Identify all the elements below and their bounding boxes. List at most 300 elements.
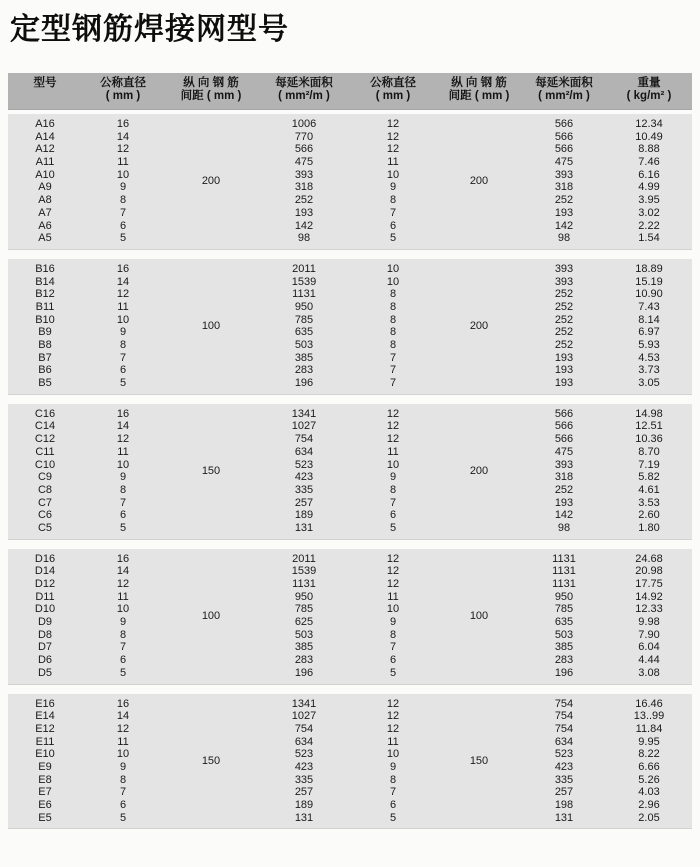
weight-cell: 2.60 [638, 509, 660, 522]
area-cell: 475 [554, 445, 574, 458]
diameter-cell: 5 [119, 666, 127, 679]
weight-cell: 7.46 [638, 156, 660, 169]
model-cell: D10 [34, 603, 56, 616]
diameter-cell: 12 [386, 552, 400, 565]
diameter-cell: 8 [389, 483, 397, 496]
column-header-3 [258, 77, 350, 103]
model-cell: A10 [35, 168, 55, 181]
weight-cell: 9.95 [638, 735, 660, 748]
weight-cell: 8.14 [638, 313, 660, 326]
model-cell: D7 [37, 641, 53, 654]
area-cell: 252 [554, 339, 574, 351]
diameter-cell: 12 [386, 143, 400, 156]
diameter-cell: 7 [119, 496, 127, 509]
area-cell: 754 [294, 722, 314, 735]
model-cell: D11 [35, 590, 55, 603]
diameter-cell: 6 [119, 509, 127, 522]
diameter-cell: 6 [389, 654, 397, 667]
model-cell: A6 [38, 219, 52, 232]
area-cell: 785 [294, 313, 314, 326]
diameter-cell: 11 [117, 156, 129, 169]
weight-cell: 9.98 [638, 616, 660, 629]
diameter-cell: 12 [116, 433, 130, 446]
area-cell: 770 [294, 130, 314, 143]
diameter-cell: 9 [119, 471, 127, 484]
weight-cell: 15.19 [635, 275, 663, 288]
spacing-cell-D-spacing2: 100 [469, 609, 489, 622]
diameter-cell: 10 [386, 262, 400, 275]
weight-cell: 12.51 [635, 420, 663, 433]
weight-cell: 3.08 [638, 666, 660, 679]
area-cell: 635 [554, 616, 574, 629]
model-cell: A7 [38, 206, 52, 219]
diameter-cell: 6 [119, 799, 127, 811]
column-header-line1: 纵 向 钢 筋 [451, 77, 507, 89]
model-cell: A14 [35, 130, 55, 143]
model-cell: C9 [37, 471, 53, 484]
diameter-cell: 16 [116, 262, 130, 275]
area-cell: 1131 [552, 578, 576, 590]
scanned-page [0, 4, 700, 829]
model-cell: B9 [38, 326, 52, 339]
table-groups [8, 114, 692, 829]
model-cell: E7 [38, 786, 52, 799]
area-cell: 257 [554, 786, 574, 799]
diameter-cell: 6 [119, 654, 127, 667]
model-cell: D16 [34, 552, 56, 565]
diameter-cell: 7 [389, 206, 397, 219]
model-cell: E11 [35, 735, 55, 748]
diameter-cell: 8 [389, 288, 397, 301]
diameter-cell: 16 [116, 552, 130, 565]
area-cell: 142 [554, 509, 574, 522]
model-cell: D12 [34, 578, 56, 590]
area-cell: 503 [554, 628, 574, 641]
model-cell: A16 [35, 118, 55, 130]
model-cell: C12 [34, 433, 56, 446]
area-cell: 198 [554, 799, 574, 811]
area-cell: 252 [294, 194, 314, 207]
diameter-cell: 5 [389, 811, 397, 824]
diameter-cell: 11 [117, 735, 129, 748]
area-cell: 1027 [291, 710, 317, 723]
weight-cell: 5.82 [638, 471, 660, 484]
area-cell: 252 [554, 194, 574, 207]
area-cell: 1131 [552, 565, 576, 578]
spacing-cell-B-spacing2: 200 [469, 319, 489, 332]
diameter-cell: 6 [389, 799, 397, 811]
diameter-cell: 8 [119, 773, 127, 786]
weight-cell: 8.22 [638, 748, 660, 761]
weight-cell: 17.75 [635, 578, 663, 590]
area-cell: 393 [554, 262, 574, 275]
model-cell: E9 [38, 760, 52, 773]
diameter-cell: 7 [389, 364, 397, 377]
weight-cell: 14.92 [635, 590, 663, 603]
model-cell: C11 [35, 445, 55, 458]
model-cell: C5 [37, 521, 53, 534]
diameter-cell: 9 [389, 181, 397, 194]
model-cell: C7 [37, 496, 53, 509]
diameter-cell: 12 [386, 433, 400, 446]
area-cell: 1131 [292, 578, 316, 590]
area-cell: 566 [554, 420, 574, 433]
diameter-cell: 5 [119, 811, 127, 824]
weight-cell: 4.03 [638, 786, 660, 799]
weight-cell: 3.73 [638, 364, 660, 377]
column-header-line1: 重量 [637, 77, 661, 89]
area-cell: 283 [554, 654, 574, 667]
diameter-cell: 8 [119, 483, 127, 496]
diameter-cell: 12 [386, 722, 400, 735]
diameter-cell: 12 [116, 143, 130, 156]
area-cell: 142 [554, 219, 574, 232]
area-cell: 196 [554, 666, 574, 679]
diameter-cell: 9 [119, 326, 127, 339]
weight-cell: 1.80 [638, 521, 660, 534]
model-cell: B14 [35, 275, 55, 288]
diameter-cell: 14 [116, 710, 130, 723]
area-cell: 318 [554, 471, 574, 484]
area-cell: 566 [554, 433, 574, 446]
model-cell: D6 [37, 654, 53, 667]
area-cell: 1131 [292, 288, 316, 301]
area-cell: 193 [554, 377, 574, 390]
area-cell: 625 [294, 616, 314, 629]
diameter-cell: 11 [387, 156, 399, 169]
diameter-cell: 5 [119, 232, 127, 245]
spacing-cell-C-spacing1: 150 [201, 464, 221, 477]
area-cell: 1341 [291, 697, 317, 710]
weight-cell: 7.19 [638, 458, 660, 471]
weight-cell: 4.99 [638, 181, 660, 194]
diameter-cell: 16 [116, 407, 130, 420]
diameter-cell: 8 [389, 339, 397, 351]
area-cell: 193 [554, 364, 574, 377]
area-cell: 785 [554, 603, 574, 616]
column-header-4 [350, 77, 436, 103]
model-cell: D9 [37, 616, 53, 629]
area-cell: 252 [554, 313, 574, 326]
weight-cell: 4.61 [638, 483, 660, 496]
area-cell: 393 [294, 168, 314, 181]
area-cell: 475 [294, 156, 314, 169]
weight-cell: 3.02 [638, 206, 660, 219]
area-cell: 2011 [292, 552, 316, 565]
diameter-cell: 12 [116, 578, 130, 590]
diameter-cell: 9 [389, 471, 397, 484]
model-cell: C8 [37, 483, 53, 496]
weight-cell: 4.53 [638, 351, 660, 364]
weight-cell: 1.54 [638, 232, 660, 245]
weight-cell: 13..99 [633, 710, 665, 723]
weight-cell: 24.68 [635, 552, 663, 565]
column-header-line2: 间距 ( mm ) [448, 90, 510, 102]
group-band-C [8, 404, 692, 540]
column-header-6 [522, 77, 606, 103]
weight-cell: 4.44 [638, 654, 660, 667]
area-cell: 423 [294, 760, 314, 773]
diameter-cell: 10 [116, 458, 130, 471]
column-header-line2: ( kg/m² ) [626, 90, 672, 102]
column-header-line1: 型号 [33, 77, 57, 89]
diameter-cell: 12 [116, 288, 130, 301]
table-header [8, 73, 692, 110]
diameter-cell: 9 [389, 760, 397, 773]
weight-cell: 5.93 [638, 339, 660, 351]
weight-cell: 16.46 [635, 697, 663, 710]
area-cell: 335 [554, 773, 574, 786]
diameter-cell: 9 [119, 616, 127, 629]
column-header-line1: 每延米面积 [535, 77, 593, 89]
model-cell: E8 [38, 773, 52, 786]
model-cell: A12 [35, 143, 55, 156]
column-header-5 [436, 77, 522, 103]
diameter-cell: 10 [386, 168, 400, 181]
area-cell: 193 [554, 496, 574, 509]
spec-table [8, 73, 692, 829]
weight-cell: 10.36 [635, 433, 663, 446]
diameter-cell: 12 [386, 420, 400, 433]
area-cell: 1006 [291, 118, 317, 130]
diameter-cell: 12 [386, 118, 400, 130]
model-cell: E12 [35, 722, 55, 735]
diameter-cell: 8 [389, 194, 397, 207]
area-cell: 318 [294, 181, 314, 194]
spacing-cell-D-spacing1: 100 [201, 609, 221, 622]
weight-cell: 8.70 [638, 445, 660, 458]
area-cell: 523 [294, 748, 314, 761]
area-cell: 98 [297, 232, 311, 245]
area-cell: 566 [554, 407, 574, 420]
diameter-cell: 11 [117, 445, 129, 458]
diameter-cell: 8 [389, 313, 397, 326]
area-cell: 335 [294, 483, 314, 496]
area-cell: 385 [294, 351, 314, 364]
area-cell: 423 [554, 760, 574, 773]
diameter-cell: 7 [389, 786, 397, 799]
diameter-cell: 8 [389, 300, 397, 313]
area-cell: 142 [294, 219, 314, 232]
weight-cell: 14.98 [635, 407, 663, 420]
weight-cell: 10.49 [635, 130, 663, 143]
area-cell: 566 [554, 130, 574, 143]
model-cell: E14 [35, 710, 55, 723]
column-header-0 [8, 77, 82, 103]
area-cell: 196 [294, 666, 314, 679]
column-header-line2: ( mm ) [375, 90, 411, 102]
diameter-cell: 16 [116, 697, 130, 710]
diameter-cell: 8 [389, 773, 397, 786]
model-cell: C6 [37, 509, 53, 522]
area-cell: 566 [554, 143, 574, 156]
area-cell: 252 [554, 300, 574, 313]
spacing-cell-E-spacing2: 150 [469, 754, 489, 767]
diameter-cell: 7 [389, 641, 397, 654]
area-cell: 2011 [292, 262, 316, 275]
model-cell: A9 [38, 181, 52, 194]
area-cell: 189 [294, 799, 314, 811]
column-header-line2: ( mm ) [105, 90, 141, 102]
area-cell: 318 [554, 181, 574, 194]
model-cell: B8 [38, 339, 52, 351]
diameter-cell: 12 [386, 578, 400, 590]
spacing-cell-C-spacing2: 200 [469, 464, 489, 477]
page-title: 定型钢筋焊接网型号 [10, 13, 289, 46]
area-cell: 503 [294, 628, 314, 641]
model-cell: D14 [34, 565, 56, 578]
column-header-2 [164, 77, 258, 103]
area-cell: 634 [294, 445, 314, 458]
column-header-line1: 每延米面积 [275, 77, 333, 89]
model-cell: C10 [34, 458, 56, 471]
model-cell: B16 [35, 262, 55, 275]
area-cell: 385 [294, 641, 314, 654]
diameter-cell: 5 [389, 232, 397, 245]
diameter-cell: 8 [389, 326, 397, 339]
spacing-cell-A-spacing2: 200 [469, 175, 489, 188]
area-cell: 131 [294, 811, 314, 824]
area-cell: 335 [294, 773, 314, 786]
diameter-cell: 14 [116, 420, 130, 433]
area-cell: 423 [294, 471, 314, 484]
model-cell: E10 [35, 748, 55, 761]
area-cell: 193 [554, 206, 574, 219]
area-cell: 393 [554, 168, 574, 181]
diameter-cell: 14 [116, 275, 130, 288]
diameter-cell: 8 [119, 339, 127, 351]
model-cell: B11 [35, 300, 55, 313]
column-header-line1: 公称直径 [370, 77, 416, 89]
model-cell: B10 [35, 313, 55, 326]
diameter-cell: 10 [386, 275, 400, 288]
area-cell: 475 [554, 156, 574, 169]
model-cell: B6 [38, 364, 52, 377]
diameter-cell: 5 [119, 521, 127, 534]
area-cell: 635 [294, 326, 314, 339]
weight-cell: 3.95 [638, 194, 660, 207]
spacing-cell-E-spacing1: 150 [201, 754, 221, 767]
weight-cell: 7.43 [638, 300, 660, 313]
model-cell: A8 [38, 194, 52, 207]
area-cell: 385 [554, 641, 574, 654]
column-header-1 [82, 77, 164, 103]
area-cell: 1131 [552, 552, 576, 565]
diameter-cell: 6 [119, 219, 127, 232]
area-cell: 131 [294, 521, 314, 534]
diameter-cell: 14 [116, 565, 130, 578]
diameter-cell: 8 [389, 628, 397, 641]
model-cell: D8 [37, 628, 53, 641]
diameter-cell: 16 [116, 118, 130, 130]
spacing-cell-B-spacing1: 100 [201, 319, 221, 332]
area-cell: 252 [554, 288, 574, 301]
column-header-line2: ( mm²/m ) [278, 90, 330, 102]
diameter-cell: 7 [389, 351, 397, 364]
area-cell: 252 [554, 326, 574, 339]
diameter-cell: 12 [386, 407, 400, 420]
weight-cell: 8.88 [638, 143, 660, 156]
column-header-line2: 间距 ( mm ) [180, 90, 242, 102]
area-cell: 754 [554, 710, 574, 723]
area-cell: 1539 [291, 275, 317, 288]
area-cell: 283 [294, 364, 314, 377]
diameter-cell: 7 [389, 377, 397, 390]
diameter-cell: 10 [116, 313, 130, 326]
weight-cell: 20.98 [635, 565, 663, 578]
area-cell: 189 [294, 509, 314, 522]
area-cell: 634 [294, 735, 314, 748]
diameter-cell: 10 [386, 748, 400, 761]
diameter-cell: 11 [117, 300, 129, 313]
area-cell: 523 [554, 748, 574, 761]
diameter-cell: 6 [119, 364, 127, 377]
diameter-cell: 5 [389, 521, 397, 534]
weight-cell: 12.34 [635, 118, 663, 130]
weight-cell: 10.90 [635, 288, 663, 301]
area-cell: 252 [554, 483, 574, 496]
diameter-cell: 6 [389, 219, 397, 232]
diameter-cell: 9 [389, 616, 397, 629]
weight-cell: 3.05 [638, 377, 660, 390]
area-cell: 193 [554, 351, 574, 364]
diameter-cell: 12 [386, 697, 400, 710]
diameter-cell: 7 [119, 641, 127, 654]
weight-cell: 7.90 [638, 628, 660, 641]
area-cell: 754 [554, 697, 574, 710]
diameter-cell: 10 [386, 458, 400, 471]
diameter-cell: 10 [116, 603, 130, 616]
diameter-cell: 11 [387, 735, 399, 748]
area-cell: 1539 [291, 565, 317, 578]
diameter-cell: 7 [119, 206, 127, 219]
diameter-cell: 9 [119, 760, 127, 773]
diameter-cell: 10 [116, 748, 130, 761]
weight-cell: 6.04 [638, 641, 660, 654]
model-cell: E5 [38, 811, 52, 824]
weight-cell: 18.89 [635, 262, 663, 275]
area-cell: 503 [294, 339, 314, 351]
diameter-cell: 7 [119, 786, 127, 799]
area-cell: 950 [294, 300, 314, 313]
area-cell: 393 [554, 458, 574, 471]
diameter-cell: 11 [117, 590, 129, 603]
model-cell: E16 [35, 697, 55, 710]
diameter-cell: 7 [389, 496, 397, 509]
area-cell: 393 [554, 275, 574, 288]
diameter-cell: 12 [386, 130, 400, 143]
area-cell: 1341 [291, 407, 317, 420]
weight-cell: 2.96 [638, 799, 660, 811]
area-cell: 196 [294, 377, 314, 390]
diameter-cell: 12 [386, 565, 400, 578]
column-header-line1: 纵 向 钢 筋 [183, 77, 239, 89]
weight-cell: 3.53 [638, 496, 660, 509]
model-cell: B12 [35, 288, 55, 301]
diameter-cell: 7 [119, 351, 127, 364]
area-cell: 523 [294, 458, 314, 471]
diameter-cell: 11 [387, 445, 399, 458]
diameter-cell: 14 [116, 130, 130, 143]
area-cell: 634 [554, 735, 574, 748]
group-band-A [8, 114, 692, 250]
weight-cell: 5.26 [638, 773, 660, 786]
group-band-B [8, 259, 692, 395]
area-cell: 566 [294, 143, 314, 156]
column-header-7 [606, 77, 692, 103]
weight-cell: 12.33 [635, 603, 663, 616]
diameter-cell: 11 [387, 590, 399, 603]
